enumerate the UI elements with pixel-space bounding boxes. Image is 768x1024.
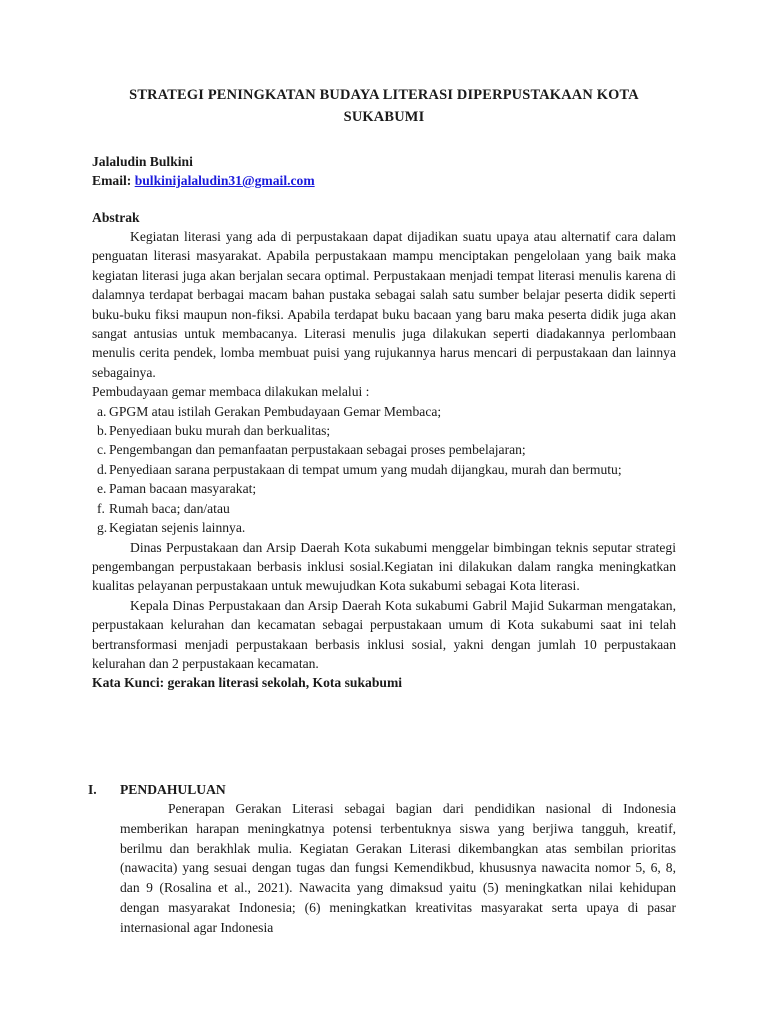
abstract-heading: Abstrak bbox=[92, 210, 140, 225]
document-title: STRATEGI PENINGKATAN BUDAYA LITERASI DIPERPUSTAKAAN KOTA SUKABUMI bbox=[129, 87, 639, 125]
list-item-text: Paman bacaan masyarakat; bbox=[109, 481, 257, 497]
abstract-paragraph-3: Kepala Dinas Perpustakaan dan Arsip Daerah Kota sukabumi Gabril Majid Sukarman mengatakan, perpustakaan kelurahan dan kecamatan sebagai perpustakaan umum di Kota sukabumi saat ini telah bertransformasi menjadi perpustakaan berbasis inklusi sosial, yakni dengan jumlah 10 perpustakaan kelurahan dan 2 perpustakaan kecamatan. bbox=[92, 597, 676, 671]
section-heading bbox=[88, 780, 676, 799]
section-number: I. bbox=[88, 782, 97, 797]
keywords: Kata Kunci: gerakan literasi sekolah, Kota sukabumi bbox=[92, 675, 403, 691]
document-page bbox=[92, 84, 676, 693]
list-marker: f. bbox=[97, 500, 105, 516]
list-marker: c. bbox=[97, 442, 107, 458]
list-item-text: Penyediaan sarana perpustakaan di tempat umum yang mudah dijangkau, murah dan bermutu; bbox=[109, 461, 622, 477]
list-item bbox=[92, 518, 676, 537]
section-title: PENDAHULUAN bbox=[120, 782, 226, 797]
list-item-text: Penyediaan buku murah dan berkualitas; bbox=[109, 423, 331, 439]
section-body: Penerapan Gerakan Literasi sebagai bagian dari pendidikan nasional di Indonesia memberikan harapan meningkatnya potensi terbentuknya siswa yang berjiwa tangguh, kreatif, berilmu dan berakhlak mulia. Kegiatan Gerakan Literasi dikembangkan atas sembilan prioritas (nawacita) yang sesuai dengan tugas dan fungsi Kemendikbud, khususnya nawacita nomor 5, 6, 8, dan 9 (Rosalina et al., 2021). Nawacita yang dimaksud yaitu (5) meningkatkan nilai kehidupan dengan masyarakat Indonesia; (6) meningkatkan kreativitas masyarakat serta upaya di pasar internasional agar Indonesia bbox=[120, 801, 676, 935]
author-name: Jalaludin Bulkini bbox=[92, 154, 193, 169]
list-marker: d. bbox=[97, 461, 108, 477]
abstract-paragraph-1: Kegiatan literasi yang ada di perpustakaan dapat dijadikan suatu upaya atau alternatif cara dalam penguatan literasi masyarakat. Apabila perpustakaan mampu menciptakan pengelolaan yang baik maka kegiatan literasi juga akan berjalan secara optimal. Perpustakaan menjadi tempat literasi menulis karena di dalamnya terdapat berbagai macam bahan pustaka sebagai salah satu sumber belajar peserta didik seperti buku-buku fiksi maupun non-fiksi. Apabila terdapat buku bacaan yang baru maka peserta didik juga akan sangat antusias untuk membacanya. Literasi menulis juga dilakukan seperti diadakannya perlombaan menulis cerita pendek, lomba membuat puisi yang rujukannya harus mencari di perpustakaan dan lainnya sebagainya. bbox=[92, 229, 676, 380]
list-item-text: Kegiatan sejenis lainnya. bbox=[109, 520, 246, 536]
list-item bbox=[92, 440, 676, 459]
list-item-text: Pengembangan dan pemanfaatan perpustakaan sebagai proses pembelajaran; bbox=[109, 442, 526, 458]
list-marker: e. bbox=[97, 481, 107, 497]
list-item bbox=[92, 460, 676, 479]
list-item bbox=[92, 499, 676, 518]
list-marker: a. bbox=[97, 403, 107, 419]
email-link[interactable]: bulkinijalaludin31@gmail.com bbox=[134, 173, 315, 188]
list-item bbox=[92, 479, 676, 498]
list-marker: g. bbox=[97, 520, 108, 536]
list-item-text: GPGM atau istilah Gerakan Pembudayaan Gemar Membaca; bbox=[109, 403, 442, 419]
abstract-paragraph-2: Dinas Perpustakaan dan Arsip Daerah Kota sukabumi menggelar bimbingan teknis seputar strategi pengembangan perpustakaan berbasis inklusi sosial.Kegiatan ini dilakukan dalam rangka meningkatkan kualitas pelayanan perpustakaan untuk mewujudkan Kota sukabumi sebagai Kota literasi. bbox=[92, 539, 676, 594]
reading-culture-list bbox=[92, 402, 676, 538]
list-marker: b. bbox=[97, 423, 108, 439]
introduction-section bbox=[88, 780, 676, 938]
email-label: Email: bbox=[92, 173, 132, 188]
list-item-text: Rumah baca; dan/atau bbox=[109, 500, 230, 516]
list-item bbox=[92, 421, 676, 440]
list-item bbox=[92, 402, 676, 421]
list-intro: Pembudayaan gemar membaca dilakukan melalui : bbox=[92, 384, 370, 400]
author-email-line bbox=[92, 171, 676, 190]
